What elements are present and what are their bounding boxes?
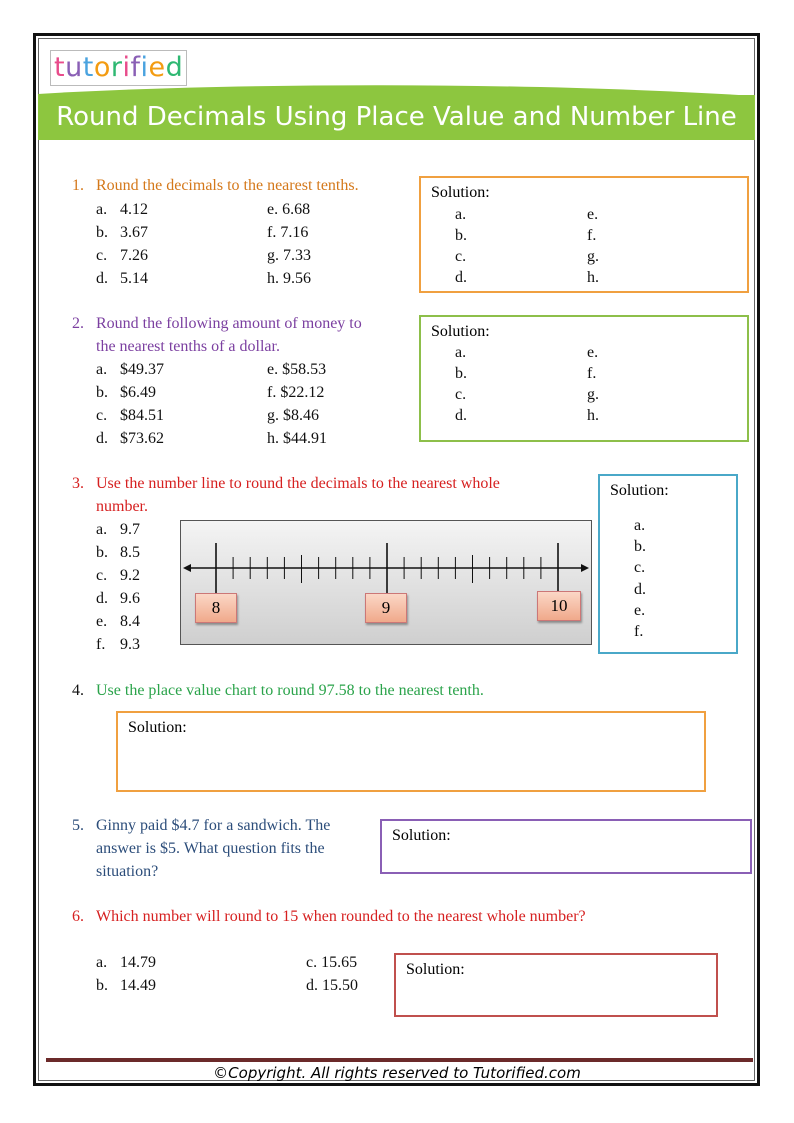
item-value: d. 15.50 xyxy=(306,977,358,994)
q6-solution-box[interactable] xyxy=(394,953,718,1017)
item-value: 14.49 xyxy=(120,977,156,994)
footer-divider xyxy=(46,1058,753,1062)
item-letter: e. xyxy=(96,613,108,630)
logo-letter: i xyxy=(140,52,149,83)
q6-text: Which number will round to 15 when rounded to the nearest whole number? xyxy=(96,908,586,925)
logo-letter: t xyxy=(54,52,66,83)
item-value: g. 7.33 xyxy=(267,247,311,264)
item-value: h. $44.91 xyxy=(267,430,327,447)
q4-number: 4. xyxy=(72,682,84,699)
item-letter: c. xyxy=(96,567,108,584)
q5-text-line1: Ginny paid $4.7 for a sandwich. The xyxy=(96,817,331,834)
solution-letter: d. xyxy=(455,407,467,424)
solution-letter: a. xyxy=(455,344,467,361)
item-value: 7.26 xyxy=(120,247,148,264)
item-value: 9.6 xyxy=(120,590,140,607)
item-value: $84.51 xyxy=(120,407,164,424)
item-value: c. 15.65 xyxy=(306,954,358,971)
number-line xyxy=(181,521,591,644)
item-letter: b. xyxy=(96,977,108,994)
item-value: f. 7.16 xyxy=(267,224,309,241)
logo-letter: u xyxy=(65,52,83,83)
item-letter: b. xyxy=(96,224,108,241)
solution-letter: h. xyxy=(587,407,599,424)
item-value: 8.4 xyxy=(120,613,140,630)
title-bar xyxy=(38,95,755,140)
solution-letter: f. xyxy=(587,365,597,382)
solution-letter: a. xyxy=(634,517,646,534)
solution-letter: h. xyxy=(587,269,599,286)
q1-number: 1. xyxy=(72,177,84,194)
item-value: 8.5 xyxy=(120,544,140,561)
q3-text-line1: Use the number line to round the decimals to the nearest whole xyxy=(96,475,500,492)
item-value: h. 9.56 xyxy=(267,270,311,287)
logo-letter: t xyxy=(82,52,94,83)
q4-solution-box[interactable] xyxy=(116,711,706,792)
q5-solution-box[interactable] xyxy=(380,819,752,874)
q5-number: 5. xyxy=(72,817,84,834)
solution-letter: f. xyxy=(587,227,597,244)
solution-letter: e. xyxy=(587,206,599,223)
page-title: Round Decimals Using Place Value and Number Line xyxy=(56,102,737,132)
solution-label: Solution: xyxy=(128,719,187,736)
q3-number: 3. xyxy=(72,475,84,492)
solution-label: Solution: xyxy=(392,827,451,844)
number-line-panel xyxy=(180,520,592,645)
logo-letter: o xyxy=(93,52,111,83)
item-letter: d. xyxy=(96,430,108,447)
item-value: g. $8.46 xyxy=(267,407,319,424)
solution-label: Solution: xyxy=(610,482,669,499)
item-value: 5.14 xyxy=(120,270,148,287)
solution-letter: a. xyxy=(455,206,467,223)
item-letter: b. xyxy=(96,544,108,561)
item-value: $49.37 xyxy=(120,361,164,378)
solution-label: Solution: xyxy=(431,184,490,201)
item-letter: a. xyxy=(96,954,108,971)
q2-number: 2. xyxy=(72,315,84,332)
q3-solution-box[interactable] xyxy=(598,474,738,654)
solution-letter: e. xyxy=(587,344,599,361)
item-value: f. $22.12 xyxy=(267,384,325,401)
item-letter: c. xyxy=(96,407,108,424)
logo-letter: e xyxy=(148,52,166,83)
item-letter: f. xyxy=(96,636,106,653)
solution-letter: d. xyxy=(634,580,646,598)
q5-text-line3: situation? xyxy=(96,863,159,880)
q1-text: Round the decimals to the nearest tenths. xyxy=(96,177,359,194)
number-line-label-8: 8 xyxy=(195,593,237,623)
logo-letter: i xyxy=(122,52,131,83)
item-letter: a. xyxy=(96,521,108,538)
item-value: e. 6.68 xyxy=(267,201,311,218)
item-value: 9.3 xyxy=(120,636,140,653)
solution-letter: b. xyxy=(634,538,646,556)
solution-letter: b. xyxy=(455,227,467,244)
item-letter: d. xyxy=(96,590,108,607)
solution-letter: g. xyxy=(587,386,599,403)
item-value: e. $58.53 xyxy=(267,361,327,378)
q3-text-line2: number. xyxy=(96,498,148,515)
item-value: 14.79 xyxy=(120,954,156,971)
number-line-label-9: 9 xyxy=(365,593,407,623)
solution-letter: c. xyxy=(634,559,646,577)
q1-solution-box[interactable] xyxy=(419,176,749,293)
item-letter: d. xyxy=(96,270,108,287)
q2-text-line2: the nearest tenths of a dollar. xyxy=(96,338,280,355)
logo-letter: r xyxy=(110,52,123,83)
q4-text: Use the place value chart to round 97.58 to the nearest tenth. xyxy=(96,682,484,699)
solution-letter: e. xyxy=(634,601,646,619)
item-letter: a. xyxy=(96,201,108,218)
solution-letter: c. xyxy=(455,386,467,403)
solution-letter: b. xyxy=(455,365,467,382)
solution-letter: c. xyxy=(455,248,467,265)
solution-letter: g. xyxy=(587,248,599,265)
item-value: 9.2 xyxy=(120,567,140,584)
solution-letter: d. xyxy=(455,269,467,286)
q2-text-line1: Round the following amount of money to xyxy=(96,315,362,332)
item-letter: b. xyxy=(96,384,108,401)
logo-letter: d xyxy=(165,52,184,83)
q5-text-line2: answer is $5. What question fits the xyxy=(96,840,325,857)
item-value: 4.12 xyxy=(120,201,148,218)
solution-label: Solution: xyxy=(431,323,490,340)
q6-number: 6. xyxy=(72,908,84,925)
item-letter: a. xyxy=(96,361,108,378)
item-value: 3.67 xyxy=(120,224,148,241)
logo-letter: f xyxy=(130,52,141,83)
number-line-label-10: 10 xyxy=(537,591,581,621)
solution-label: Solution: xyxy=(406,961,465,978)
item-value: 9.7 xyxy=(120,521,140,538)
item-letter: c. xyxy=(96,247,108,264)
item-value: $6.49 xyxy=(120,384,156,401)
q2-solution-box[interactable] xyxy=(419,315,749,442)
item-value: $73.62 xyxy=(120,430,164,447)
solution-letter: f. xyxy=(634,623,644,640)
footer-copyright: ©Copyright. All rights reserved to Tutorified.com xyxy=(213,1064,581,1082)
